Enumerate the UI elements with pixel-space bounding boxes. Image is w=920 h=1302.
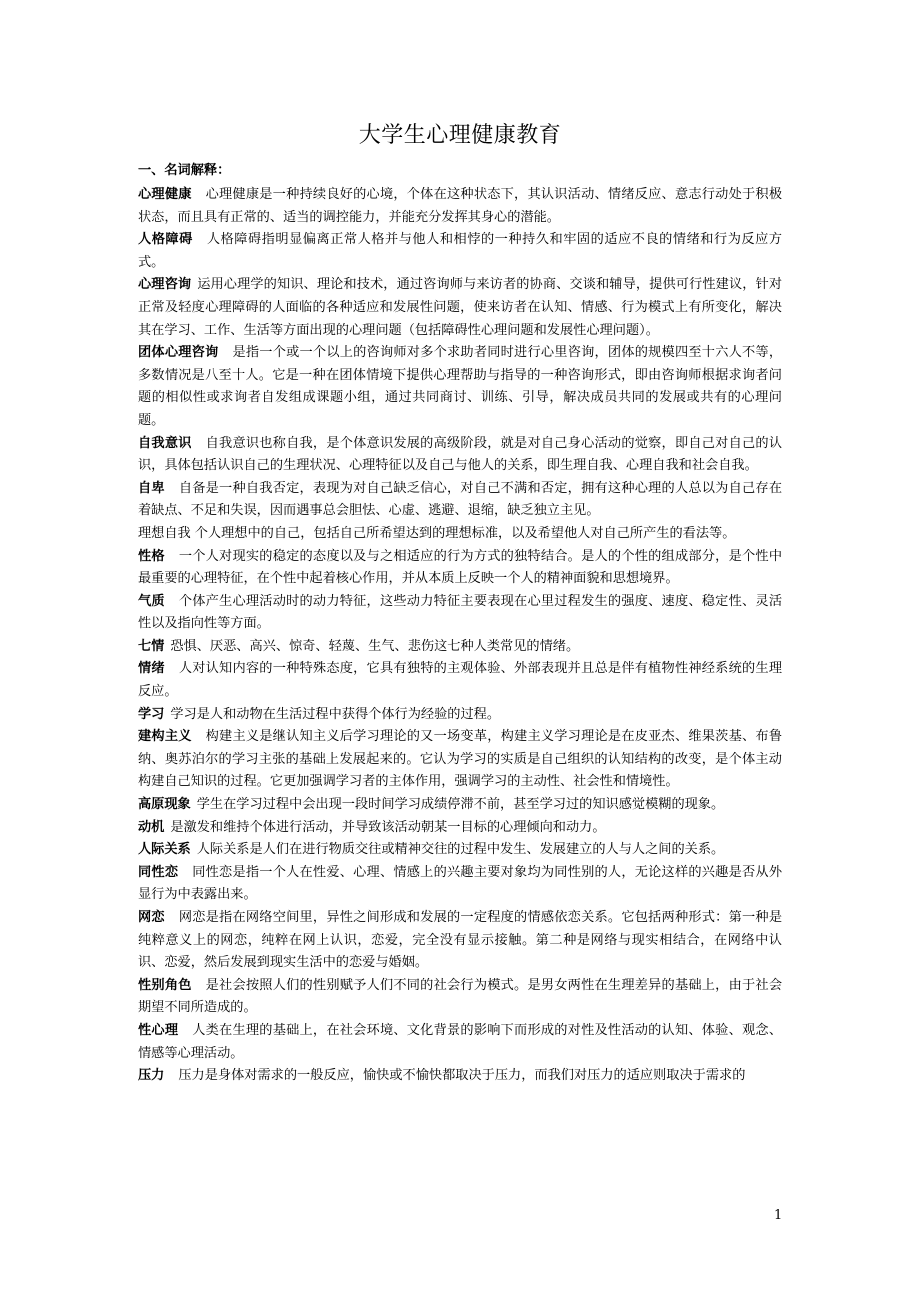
term-definition: 是社会按照人们的性别赋予人们不同的社会行为模式。是男女两性在生理差异的基础上，由于社会期望不同所造成的。 bbox=[138, 977, 783, 1016]
term-label: 同性恋 bbox=[138, 864, 179, 880]
term-label: 团体心理咨询 bbox=[138, 345, 219, 361]
term-definition: 学生在学习过程中会出现一段时间学习成绩停滞不前，甚至学习过的知识感觉模糊的现象。 bbox=[196, 797, 725, 813]
entry-ideal-self bbox=[138, 523, 782, 546]
entry-seven-emotions bbox=[138, 636, 782, 659]
term-label: 性心理 bbox=[138, 1022, 179, 1038]
term-label: 性格 bbox=[138, 548, 165, 564]
term-definition: 构建主义是继认知主义后学习理论的又一场变革，构建主义学习理论是在皮亚杰、维果茨基、布鲁纳、奥苏泊尔的学习主张的基础上发展起来的。它认为学习的实质是自己组织的认知结构的改变，是个体主动构建自己知识的过程。它更加强调学习者的主体作用，强调学习的主动性、社会性和情境性。 bbox=[138, 729, 783, 790]
entry-group-counseling bbox=[138, 342, 782, 432]
term-definition: 是指一个或一个以上的咨询师对多个求助者同时进行心里咨询，团体的规模四至十六人不等，多数情况是八至十人。它是一种在团体情境下提供心理帮助与指导的一种咨询形式，即由咨询师根据求询者问题的相似性或求询者自发组成课题小组，通过共同商讨、训练、引导，解决成员共同的发展或共有的心理问题。 bbox=[138, 345, 783, 428]
entry-constructivism bbox=[138, 726, 782, 794]
entry-interpersonal bbox=[138, 839, 782, 862]
term-label: 性别角色 bbox=[138, 977, 192, 993]
glossary-list bbox=[138, 184, 782, 1088]
term-definition: 人类在生理的基础上，在社会环境、文化背景的影响下而形成的对性及性活动的认知、体验、观念、情感等心理活动。 bbox=[138, 1022, 783, 1061]
term-label: 自我意识 bbox=[138, 435, 192, 451]
term-definition: 恐惧、厌恶、高兴、惊奇、轻蔑、生气、悲伤这七种人类常见的情绪。 bbox=[170, 638, 580, 654]
term-label: 理想自我 bbox=[138, 525, 191, 541]
term-label: 自卑 bbox=[138, 480, 165, 496]
term-label: 网恋 bbox=[138, 910, 165, 925]
term-label: 人际关系 bbox=[138, 842, 191, 858]
term-definition: 压力是身体对需求的一般反应，愉快或不愉快都取决于压力，而我们对压力的适应则取决于需求的 bbox=[178, 1068, 746, 1084]
entry-character bbox=[138, 546, 782, 591]
entry-sexual-psychology bbox=[138, 1020, 782, 1065]
entry-counseling bbox=[138, 274, 782, 342]
term-label: 情绪 bbox=[138, 661, 165, 677]
term-definition: 一个人对现实的稳定的态度以及与之相适应的行为方式的独特结合。是人的个性的组成部分，是个性中最重要的心理特征，在个性中起着核心作用，并从本质上反映一个人的精神面貌和思想境界。 bbox=[138, 548, 783, 587]
term-label: 心理健康 bbox=[138, 187, 192, 202]
term-label: 压力 bbox=[138, 1068, 165, 1084]
term-definition: 网恋是指在网络空间里，异性之间形成和发展的一定程度的情感依恋关系。它包括两种形式：第一种是纯粹意义上的网恋，纯粹在网上认识，恋爱，完全没有显示接触。第二种是网络与现实相结合，在网络中认识、恋爱，然后发展到现实生活中的恋爱与婚姻。 bbox=[138, 910, 783, 971]
entry-learning bbox=[138, 704, 782, 727]
entry-motivation bbox=[138, 817, 782, 840]
entry-temperament bbox=[138, 591, 782, 636]
document-title: 大学生心理健康教育 bbox=[358, 123, 562, 148]
term-definition: 个人理想中的自己，包括自己所希望达到的理想标准，以及希望他人对自己所产生的看法等。 bbox=[194, 525, 736, 541]
entry-homosexuality bbox=[138, 862, 782, 907]
entry-mental-health bbox=[138, 184, 782, 229]
term-label: 动机 bbox=[138, 819, 165, 835]
document-page bbox=[138, 118, 782, 1088]
term-label: 心理咨询 bbox=[138, 277, 192, 293]
term-definition: 人格障碍指明显偏离正常人格并与他人和相悖的一种持久和牢固的适应不良的情绪和行为反应方式。 bbox=[138, 232, 782, 270]
entry-gender-role bbox=[138, 975, 782, 1020]
page-number: 1 bbox=[774, 1208, 783, 1223]
entry-inferiority bbox=[138, 478, 782, 523]
term-definition: 同性恋是指一个人在性爱、心理、情感上的兴趣主要对象均为同性别的人，无论这样的兴趣是否从外显行为中表露出来。 bbox=[138, 864, 783, 903]
term-definition: 自备是一种自我否定，表现为对自己缺乏信心，对自己不满和否定，拥有这种心理的人总以为自己存在着缺点、不足和失误，因而遇事总会胆怯、心虚、逃避、退缩，缺乏独立主见。 bbox=[138, 480, 783, 519]
term-definition: 运用心理学的知识、理论和技术，通过咨询师与来访者的协商、交谈和辅导，提供可行性建议，针对正常及轻度心理障碍的人面临的各种适应和发展性问题，使来访者在认知、情感、行为模式上有所变化，解决其在学习、工作、生活等方面出现的心理问题（包括障碍性心理问题和发展性心理问题）。 bbox=[138, 277, 783, 338]
term-label: 气质 bbox=[138, 593, 165, 609]
term-label: 人格障碍 bbox=[138, 232, 193, 248]
section-heading: 一、名词解释： bbox=[138, 163, 231, 178]
term-definition: 个体产生心理活动时的动力特征，这些动力特征主要表现在心里过程发生的强度、速度、稳定性、灵活性以及指向性等方面。 bbox=[138, 593, 783, 632]
term-label: 高原现象 bbox=[138, 797, 191, 813]
entry-self-awareness bbox=[138, 433, 782, 478]
term-definition: 自我意识也称自我，是个体意识发展的高级阶段，就是对自己身心活动的觉察，即自己对自己的认识，具体包括认识自己的生理状况、心理特征以及自己与他人的关系，即生理自我、心理自我和社会自我。 bbox=[138, 435, 783, 474]
entry-online-love bbox=[138, 907, 782, 975]
term-definition: 学习是人和动物在生活过程中获得个体行为经验的过程。 bbox=[170, 706, 501, 722]
entry-emotion bbox=[138, 658, 782, 703]
term-label: 学习 bbox=[138, 706, 165, 722]
term-definition: 是激发和维持个体进行活动，并导致该活动朝某一目标的心理倾向和动力。 bbox=[170, 819, 606, 835]
term-definition: 人对认知内容的一种特殊态度，它具有独特的主观体验、外部表现并且总是伴有植物性神经系统的生理反应。 bbox=[138, 661, 783, 700]
term-definition: 心理健康是一种持续良好的心境，个体在这种状态下，其认识活动、情绪反应、意志行动处于积极状态，而且具有正常的、适当的调控能力，并能充分发挥其身心的潜能。 bbox=[138, 187, 783, 225]
entry-plateau bbox=[138, 794, 782, 817]
entry-personality-disorder bbox=[138, 229, 782, 274]
term-definition: 人际关系是人们在进行物质交往或精神交往的过程中发生、发展建立的人与人之间的关系。 bbox=[196, 842, 725, 858]
term-label: 七情 bbox=[138, 638, 165, 654]
term-label: 建构主义 bbox=[138, 729, 192, 745]
entry-stress bbox=[138, 1065, 782, 1088]
